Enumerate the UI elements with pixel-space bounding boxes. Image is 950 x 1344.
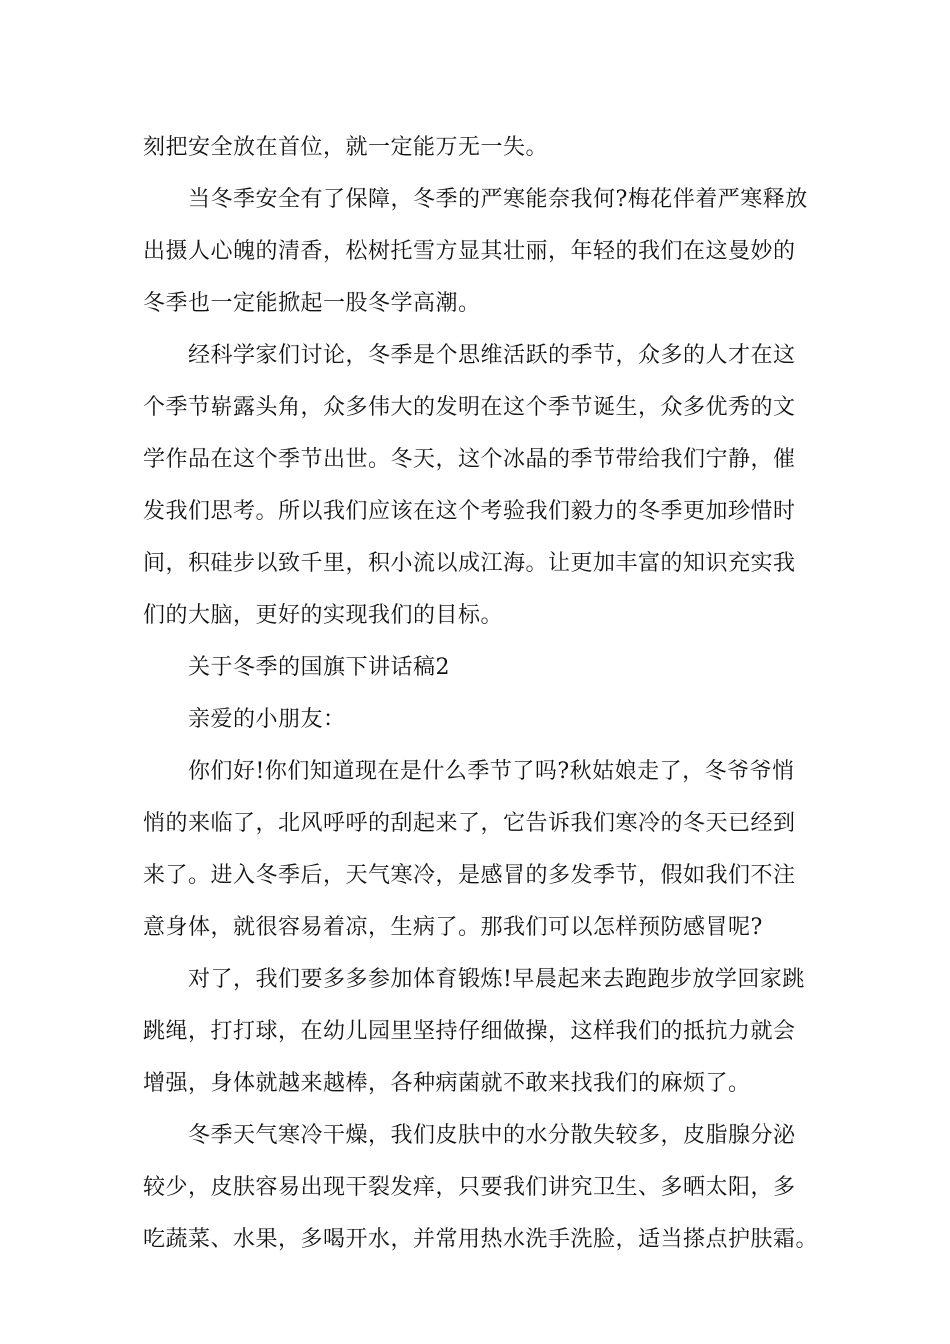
document-body: [143, 122, 823, 1266]
text-line: 冬季也一定能掀起一股冬学高潮。: [143, 291, 481, 316]
section-heading: 关于冬季的国旗下讲话稿2: [143, 655, 450, 680]
text-line: 对了，我们要多多参加体育锻炼!早晨起来去跑跑步放学回家跳: [143, 967, 805, 992]
text-line: 跳绳，打打球，在幼儿园里坚持仔细做操，这样我们的抵抗力就会: [143, 1019, 796, 1044]
text-line: 刻把安全放在首位，就一定能万无一失。: [143, 135, 549, 160]
text-line: 意身体，就很容易着凉，生病了。那我们可以怎样预防感冒呢?: [143, 915, 763, 940]
text-line: 间，积硅步以致千里，积小流以成江海。让更加丰富的知识充实我: [143, 551, 796, 576]
text-line: 增强，身体就越来越棒，各种病菌就不敢来找我们的麻烦了。: [143, 1071, 751, 1096]
text-line: 学作品在这个季节出世。冬天，这个冰晶的季节带给我们宁静，催: [143, 447, 796, 472]
text-line: 吃蔬菜、水果，多喝开水，并常用热水洗手洗脸，适当搽点护肤霜。: [143, 1227, 819, 1252]
text-line: 较少，皮肤容易出现干裂发痒，只要我们讲究卫生、多晒太阳，多: [143, 1175, 796, 1200]
text-line: 发我们思考。所以我们应该在这个考验我们毅力的冬季更加珍惜时: [143, 499, 796, 524]
text-line: 出摄人心魄的清香，松树托雪方显其壮丽，年轻的我们在这曼妙的: [143, 239, 796, 264]
text-line: 个季节崭露头角，众多伟大的发明在这个季节诞生，众多优秀的文: [143, 395, 796, 420]
text-line: 你们好!你们知道现在是什么季节了吗?秋姑娘走了，冬爷爷悄: [143, 759, 795, 784]
text-line: 当冬季安全有了保障，冬季的严寒能奈我何?梅花伴着严寒释放: [143, 187, 808, 212]
text-line: 悄的来临了，北风呼呼的刮起来了，它告诉我们寒冷的冬天已经到: [143, 811, 796, 836]
text-line: 经科学家们讨论，冬季是个思维活跃的季节，众多的人才在这: [143, 343, 796, 368]
text-line: 们的大脑，更好的实现我们的目标。: [143, 603, 504, 628]
text-line: 来了。进入冬季后，天气寒冷，是感冒的多发季节，假如我们不注: [143, 863, 796, 888]
text-line: 冬季天气寒冷干燥，我们皮肤中的水分散失较多，皮脂腺分泌: [143, 1123, 796, 1148]
salutation: 亲爱的小朋友：: [143, 707, 346, 732]
